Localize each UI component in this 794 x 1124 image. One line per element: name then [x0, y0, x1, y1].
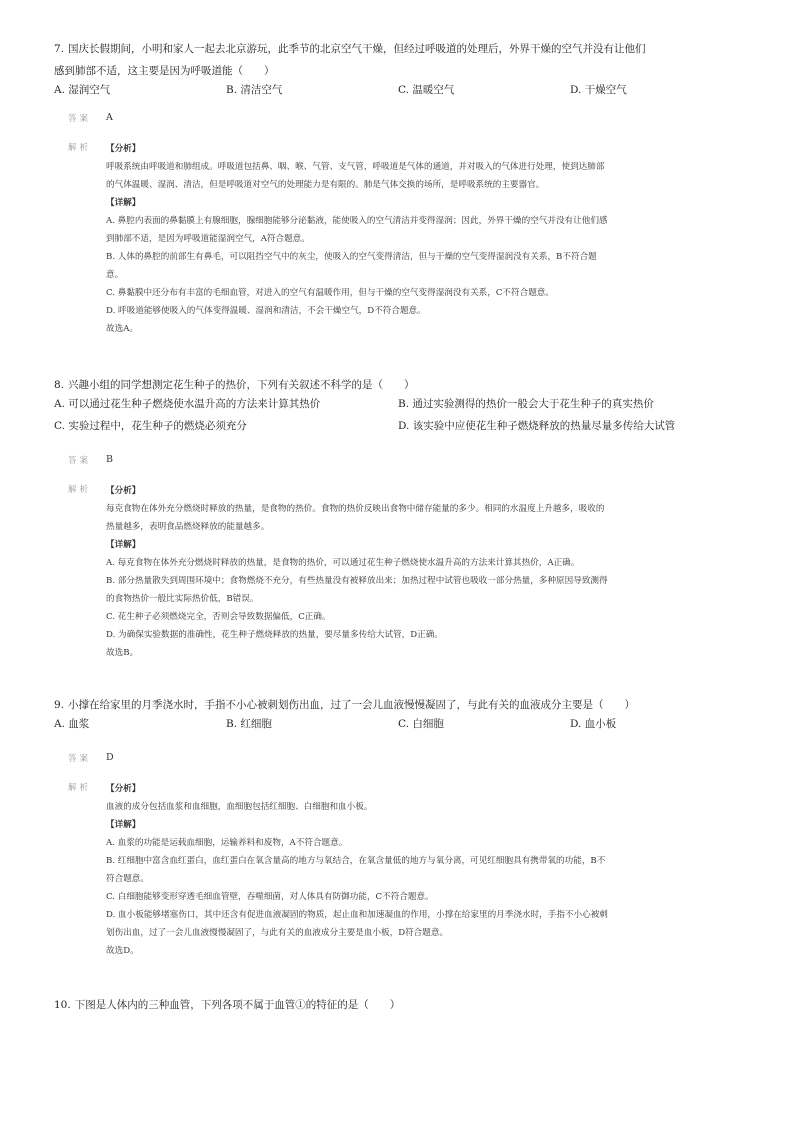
answer-row: [54, 112, 744, 132]
analysis-row: [54, 780, 744, 960]
question-stem: [54, 374, 744, 396]
question-number: 7.: [54, 43, 65, 55]
answer-label: 答案: [68, 754, 92, 764]
analysis-line: 意。: [106, 270, 124, 280]
option-a[interactable]: A. 湿润空气: [54, 84, 111, 96]
analysis-label: 解析: [68, 783, 92, 793]
stem-line: 9. 小撑在给家里的月季浇水时，手指不小心被刺划伤出血，过了一会儿血液慢慢凝固了，与此有关的血液成分主要是（ ）: [54, 699, 636, 711]
options-row: [54, 716, 744, 738]
analysis-line: D. 为确保实验数据的准确性，花生种子燃烧释放的热量，要尽量多传给大试管，D正确。: [106, 630, 443, 640]
analysis-line: 热量越多，表明食品燃烧释放的能量越多。: [106, 522, 270, 532]
question-number: 9.: [54, 699, 65, 711]
question-10: [54, 994, 744, 1016]
analysis-line: D. 呼吸道能够使吸入的气体变得温暖、湿润和清洁，不会干燥空气，D不符合题意。: [106, 306, 426, 316]
question-stem: [54, 38, 744, 82]
option-d[interactable]: D. 血小板: [570, 718, 617, 730]
option-d[interactable]: D. 该实验中应使花生种子燃烧释放的热量尽量多传给大试管: [398, 420, 676, 432]
stem-line: 感到肺部不适，这主要是因为呼吸道能（ ）: [54, 65, 275, 77]
analysis-body: [106, 482, 744, 662]
option-a[interactable]: A. 血浆: [54, 718, 90, 730]
analysis-heading: 【分析】: [106, 784, 141, 794]
question-7: [54, 38, 744, 338]
answer-value: B: [106, 454, 113, 465]
options-row: [54, 82, 744, 104]
analysis-label: 解析: [68, 143, 92, 153]
analysis-conclusion: 故选A。: [106, 324, 138, 334]
option-d[interactable]: D. 干燥空气: [570, 84, 627, 96]
question-8: [54, 374, 744, 662]
analysis-heading: 【详解】: [106, 198, 141, 208]
analysis-line: B. 人体的鼻腔的前部生有鼻毛，可以阻挡空气中的灰尘，使吸入的空气变得清洁，但与干燥的空气变得湿润没有关系，B不符合题: [106, 252, 597, 262]
analysis-line: 的食物热价一般比实际热价低，B错误。: [106, 594, 259, 604]
options-row: [54, 418, 744, 440]
question-9: [54, 694, 744, 960]
analysis-line: D. 血小板能够堵塞伤口，其中还含有促进血液凝固的物质，起止血和加速凝血的作用，小撑在给家里的月季浇水时，手指不小心被刺: [106, 910, 608, 920]
analysis-line: 划伤出血，过了一会儿血液慢慢凝固了，与此有关的血液成分主要是血小板，D符合题意。: [106, 928, 449, 938]
analysis-line: 每克食物在体外充分燃烧时释放的热量，是食物的热价。食物的热价反映出食物中储存能量的多少。相同的水温度上升越多，吸收的: [106, 504, 605, 514]
analysis-row: [54, 482, 744, 662]
answer-row: [54, 752, 744, 772]
question-number: 8.: [54, 379, 65, 391]
analysis-line: 到肺部不适，是因为呼吸道能湿润空气，A符合题意。: [106, 234, 310, 244]
analysis-label: 解析: [68, 485, 92, 495]
option-c[interactable]: C. 白细胞: [398, 718, 444, 730]
option-b[interactable]: B. 红细胞: [226, 718, 272, 730]
option-c[interactable]: C. 实验过程中，花生种子的燃烧必须充分: [54, 420, 247, 432]
analysis-line: A. 血浆的功能是运载血细胞，运输养料和废物，A不符合题意。: [106, 838, 348, 848]
option-a[interactable]: A. 可以通过花生种子燃烧使水温升高的方法来计算其热价: [54, 398, 321, 410]
analysis-line: 符合题意。: [106, 874, 149, 884]
analysis-line: B. 部分热量散失到周围环境中；食物燃烧不充分，有些热量没有被释放出来；加热过程中试管也吸收一部分热量，多种原因导致测得: [106, 576, 608, 586]
analysis-line: 血液的成分包括血浆和血细胞，血细胞包括红细胞、白细胞和血小板。: [106, 802, 373, 812]
option-b[interactable]: B. 通过实验测得的热价一般会大于花生种子的真实热价: [398, 398, 654, 410]
options-row: [54, 396, 744, 418]
analysis-line: B. 红细胞中富含血红蛋白，血红蛋白在氧含量高的地方与氧结合，在氧含量低的地方与氧分离，可见红细胞具有携带氧的功能，B不: [106, 856, 606, 866]
analysis-line: C. 鼻黏膜中还分布有丰富的毛细血管，对进入的空气有温暖作用，但与干燥的空气变得湿润没有关系，C不符合题意。: [106, 288, 554, 298]
analysis-heading: 【分析】: [106, 144, 141, 154]
analysis-heading: 【分析】: [106, 486, 141, 496]
question-stem: [54, 694, 744, 716]
analysis-line: A. 每克食物在体外充分燃烧时释放的热量，是食物的热价，可以通过花生种子燃烧使水温升高的方法来计算其热价，A正确。: [106, 558, 580, 568]
analysis-body: [106, 780, 744, 960]
option-b[interactable]: B. 清洁空气: [226, 84, 283, 96]
answer-row: [54, 454, 744, 474]
question-stem: [54, 994, 744, 1016]
analysis-line: 的气体温暖、湿润、清洁，但是呼吸道对空气的处理能力是有限的。肺是气体交换的场所，是呼吸系统的主要器官。: [106, 180, 545, 190]
analysis-heading: 【详解】: [106, 540, 141, 550]
analysis-line: A. 鼻腔内表面的鼻黏膜上有腺细胞，腺细胞能够分泌黏液，能使吸入的空气清洁并变得湿润；因此，外界干燥的空气并没有让他们感: [106, 216, 608, 226]
stem-line: 10. 下图是人体内的三种血管，下列各项不属于血管①的特征的是（ ）: [54, 999, 401, 1011]
answer-label: 答案: [68, 456, 92, 466]
analysis-body: [106, 140, 744, 338]
option-c[interactable]: C. 温暖空气: [398, 84, 455, 96]
stem-line: 7. 国庆长假期间，小明和家人一起去北京游玩，此季节的北京空气干燥，但经过呼吸道的处理后，外界干燥的空气并没有让他们: [54, 43, 646, 55]
analysis-line: C. 花生种子必须燃烧完全，否则会导致数据偏低，C正确。: [106, 612, 331, 622]
analysis-line: C. 白细胞能够变形穿透毛细血管壁，吞噬细菌，对人体具有防御功能，C不符合题意。: [106, 892, 434, 902]
answer-value: D: [106, 752, 114, 763]
analysis-row: [54, 140, 744, 338]
analysis-conclusion: 故选D。: [106, 946, 139, 956]
answer-label: 答案: [68, 114, 92, 124]
answer-value: A: [106, 112, 113, 123]
analysis-heading: 【详解】: [106, 820, 141, 830]
question-number: 10.: [54, 999, 71, 1011]
analysis-conclusion: 故选B。: [106, 648, 139, 658]
stem-line: 8. 兴趣小组的同学想测定花生种子的热价，下列有关叙述不科学的是（ ）: [54, 379, 415, 391]
analysis-line: 呼吸系统由呼吸道和肺组成。呼吸道包括鼻、咽、喉、气管、支气管，呼吸道是气体的通道，并对吸入的气体进行处理，使到达肺部: [106, 162, 605, 172]
